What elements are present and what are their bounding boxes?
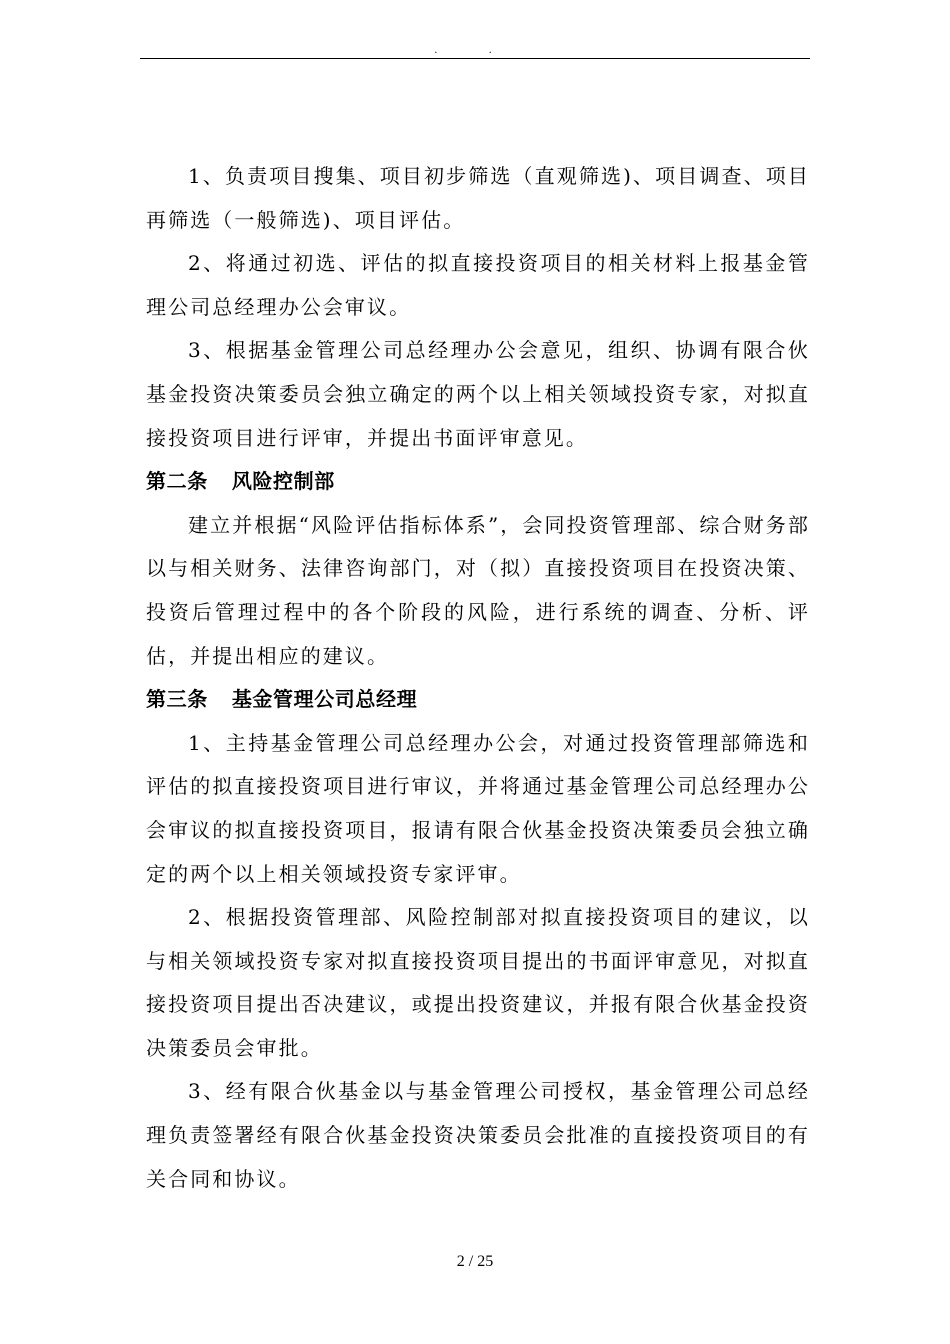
paragraph-duty-2: 2、将通过初选、评估的拟直接投资项目的相关材料上报基金管理公司总经理办公会审议。	[146, 251, 810, 319]
article-title: 基金管理公司总经理	[231, 687, 418, 712]
paragraph-gm-1: 1、主持基金管理公司总经理办公会，对通过投资管理部筛选和评估的拟直接投资项目进行审议，并将通过基金管理公司总经理办公会审议的拟直接投资项目，报请有限合伙基金投资决策委员会独立确定的两个以上相关领域投资专家评审。	[146, 730, 810, 886]
paragraph-risk-control: 建立并根据“风险评估指标体系”，会同投资管理部、综合财务部以与相关财务、法律咨询部门，对（拟）直接投资项目在投资决策、投资后管理过程中的各个阶段的风险，进行系统的调查、分析、评估，并提出相应的建议。	[146, 512, 810, 668]
paragraph-duty-3: 3、根据基金管理公司总经理办公会意见，组织、协调有限合伙基金投资决策委员会独立确定的两个以上相关领域投资专家，对拟直接投资项目进行评审，并提出书面评审意见。	[146, 338, 810, 450]
paragraph-gm-2: 2、根据投资管理部、风险控制部对拟直接投资项目的建议，以与相关领域投资专家对拟直接投资项目提出的书面评审意见，对拟直接投资项目提出否决建议，或提出投资建议，并报有限合伙基金投资决策委员会审批。	[146, 905, 810, 1060]
article-heading-3	[146, 678, 810, 722]
paragraph-duty-1: 1、负责项目搜集、项目初步筛选（直观筛选)、项目调查、项目再筛选（一般筛选)、项目评估。	[146, 164, 810, 232]
paragraph-gm-3: 3、经有限合伙基金以与基金管理公司授权，基金管理公司总经理负责签署经有限合伙基金投资决策委员会批准的直接投资项目的有关合同和协议。	[146, 1079, 810, 1191]
header-rule	[140, 58, 810, 59]
document-body	[146, 155, 810, 1201]
page-number: 2 / 25	[456, 1253, 494, 1270]
header-dots: . .	[434, 45, 516, 56]
article-heading-2	[146, 460, 810, 504]
article-number: 第三条	[146, 687, 208, 712]
article-title: 风险控制部	[231, 469, 335, 494]
article-number: 第二条	[146, 469, 208, 494]
